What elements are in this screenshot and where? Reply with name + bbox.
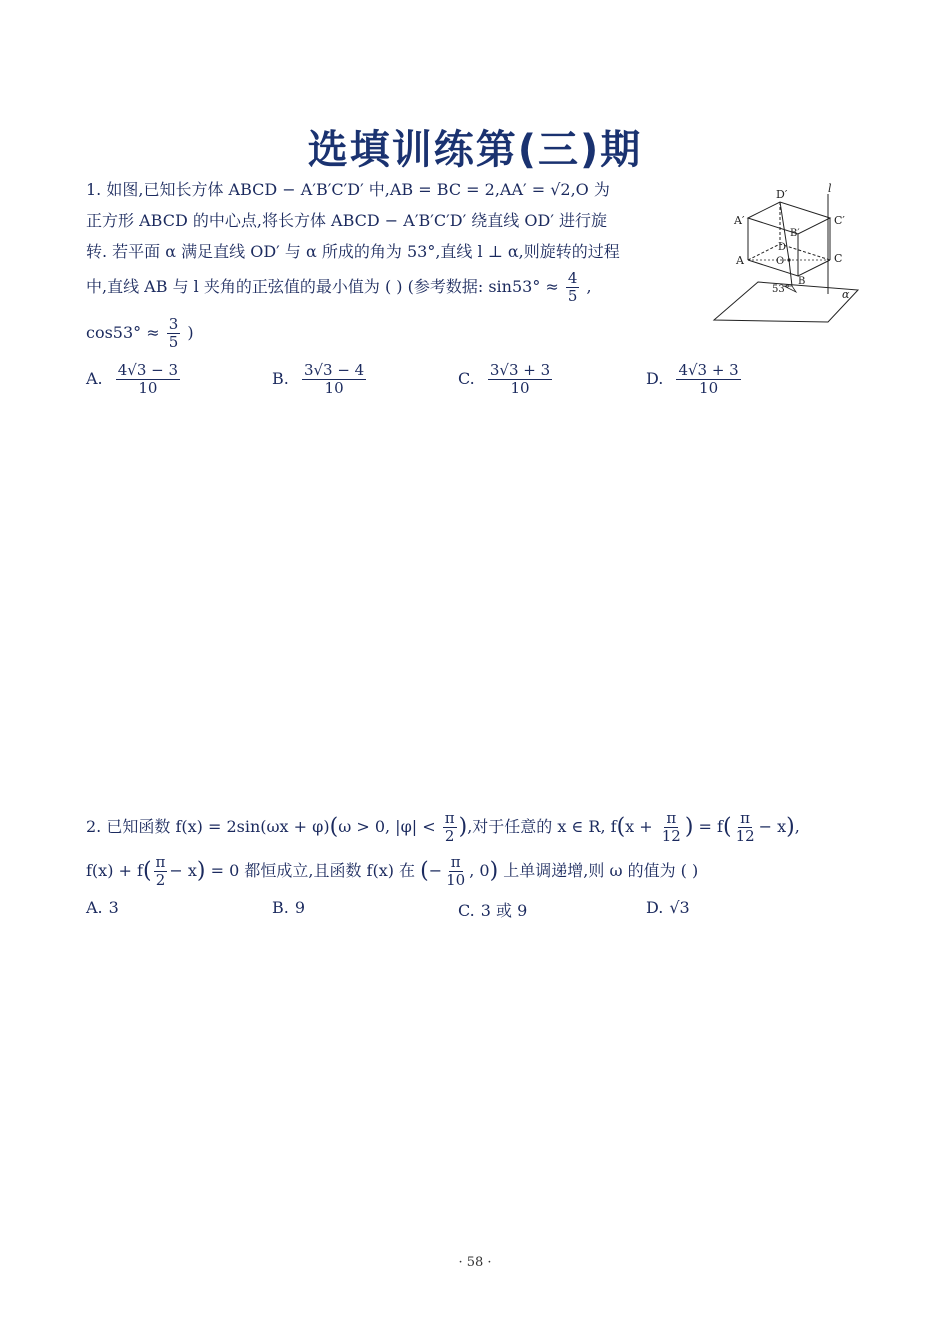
q1-line-1: 1. 如图,已知长方体 ABCD − A′B′C′D′ 中,AB = BC = 2,AA′ = √2,O 为 <box>86 180 610 199</box>
paren-open: ( <box>616 814 626 840</box>
q1-sin-den: 5 <box>567 287 578 305</box>
label-bp: B′ <box>790 228 800 239</box>
q1-line-4-text: 中,直线 AB 与 l 夹角的正弦值的最小值为 ( ) (参考数据: sin53° ≈ <box>86 277 559 296</box>
paren-close: ) <box>196 858 206 884</box>
q1-line-5-text: cos53° ≈ <box>86 323 160 342</box>
frac-num: π <box>666 809 677 827</box>
frac-den: 2 <box>444 827 455 845</box>
q1-cos-num: 3 <box>168 315 179 333</box>
option-num: 4√3 + 3 <box>678 361 739 379</box>
label-a: A <box>736 254 744 267</box>
label-o: O <box>776 256 785 267</box>
frac-den: 2 <box>155 871 166 889</box>
option-den: 10 <box>699 379 719 397</box>
q2-l1-b: ω > 0, |φ| < <box>338 817 436 836</box>
option-label: B. <box>272 898 289 917</box>
frac-den: 12 <box>661 827 681 845</box>
paren-open: ( <box>722 814 732 840</box>
frac-den: 10 <box>446 871 466 889</box>
label-b: B <box>798 276 806 287</box>
q2-l2-e: , 0 <box>469 861 490 880</box>
q2-l2-g: 上单调递增,则 ω 的值为 ( ) <box>503 861 699 880</box>
label-cp: C′ <box>834 214 845 227</box>
frac-den: 12 <box>735 827 755 845</box>
option-value: 9 <box>294 898 306 917</box>
q2-l2-d: − <box>428 861 443 880</box>
option-value: 3 或 9 <box>480 901 528 920</box>
q1-line-3: 转. 若平面 α 满足直线 OD′ 与 α 所成的角为 53°,直线 l ⊥ α,则旋转的过程 <box>86 242 620 261</box>
page-title: 选填训练第(三)期 <box>307 127 643 173</box>
q2-l2-c: = 0 都恒成立,且函数 f(x) 在 <box>210 861 416 880</box>
label-angle: 53° <box>772 284 790 295</box>
paren-close: ) <box>684 814 694 840</box>
label-c: C <box>834 252 843 265</box>
paren-close: ) <box>489 858 499 884</box>
q2-frac-pi-2 <box>443 810 457 845</box>
frac-num: π <box>740 809 751 827</box>
option-den: 10 <box>138 379 158 397</box>
option-label: D. <box>646 369 664 388</box>
q2-l1-a: 2. 已知函数 f(x) = 2sin(ωx + φ) <box>86 817 330 836</box>
q2-l1-e: = f <box>698 817 723 836</box>
q2-l1-g: , <box>794 817 800 836</box>
q1-line-4-post: , <box>586 277 592 296</box>
paren-open: ( <box>142 858 152 884</box>
option-num: 4√3 − 3 <box>117 361 179 379</box>
option-value: 3 <box>108 898 119 917</box>
q2-frac-pi-12-b <box>734 810 757 845</box>
q2-option-d[interactable] <box>646 898 690 917</box>
option-fraction <box>116 362 180 397</box>
paren-open: ( <box>329 814 339 840</box>
q2-line-2 <box>86 854 698 889</box>
q2-l1-d: x + <box>625 817 653 836</box>
q2-option-b[interactable] <box>272 898 305 917</box>
option-label: A. <box>86 898 103 917</box>
q2-l1-f: − x <box>758 817 787 836</box>
q1-cuboid-figure <box>710 182 865 327</box>
q1-option-b[interactable] <box>272 362 368 397</box>
q1-option-c[interactable] <box>458 362 554 397</box>
option-label: C. <box>458 901 475 920</box>
q1-sin-fraction <box>566 270 580 305</box>
q2-frac-pi-2-b <box>154 854 168 889</box>
cuboid-top <box>748 202 830 234</box>
option-value: √3 <box>669 898 690 917</box>
option-label: A. <box>86 369 103 388</box>
frac-num: π <box>155 853 166 871</box>
q1-sin-num: 4 <box>567 269 578 287</box>
option-fraction <box>302 362 366 397</box>
label-l: l <box>828 182 832 195</box>
option-label: C. <box>458 369 475 388</box>
option-den: 10 <box>324 379 344 397</box>
option-label: B. <box>272 369 289 388</box>
q1-line-2: 正方形 ABCD 的中心点,将长方体 ABCD − A′B′C′D′ 绕直线 OD′ 进行旋 <box>86 211 608 230</box>
frac-num: π <box>450 853 461 871</box>
q2-l2-a: f(x) + f <box>86 861 143 880</box>
option-num: 3√3 − 4 <box>303 361 365 379</box>
label-d: D <box>778 242 787 253</box>
option-fraction <box>488 362 552 397</box>
q2-frac-pi-12-a <box>660 810 683 845</box>
q1-cos-den: 5 <box>168 333 179 351</box>
paren-close: ) <box>458 814 468 840</box>
option-label: D. <box>646 898 664 917</box>
q1-line-5 <box>86 316 194 351</box>
point-o <box>787 258 790 261</box>
label-dp: D′ <box>776 188 788 201</box>
option-fraction <box>676 362 740 397</box>
q1-line-4 <box>86 270 592 305</box>
q2-option-c[interactable] <box>458 898 527 921</box>
q1-option-d[interactable] <box>646 362 743 397</box>
q2-frac-pi-10 <box>444 854 467 889</box>
q2-line-1 <box>86 810 800 845</box>
paren-close: ) <box>786 814 795 840</box>
page-number: · 58 · <box>458 1255 492 1270</box>
option-num: 3√3 + 3 <box>489 361 551 379</box>
q2-l1-c: ,对于任意的 x ∈ R, f <box>467 817 617 836</box>
q2-l2-b: − x <box>169 861 197 880</box>
q2-option-a[interactable] <box>86 898 119 917</box>
option-den: 10 <box>510 379 530 397</box>
label-alpha: α <box>842 288 850 301</box>
q1-option-a[interactable] <box>86 362 182 397</box>
paren-open: ( <box>420 858 429 884</box>
q1-cos-fraction <box>167 316 181 351</box>
label-ap: A′ <box>734 214 745 227</box>
frac-num: π <box>444 809 455 827</box>
q1-line-5-post: ) <box>187 323 194 342</box>
